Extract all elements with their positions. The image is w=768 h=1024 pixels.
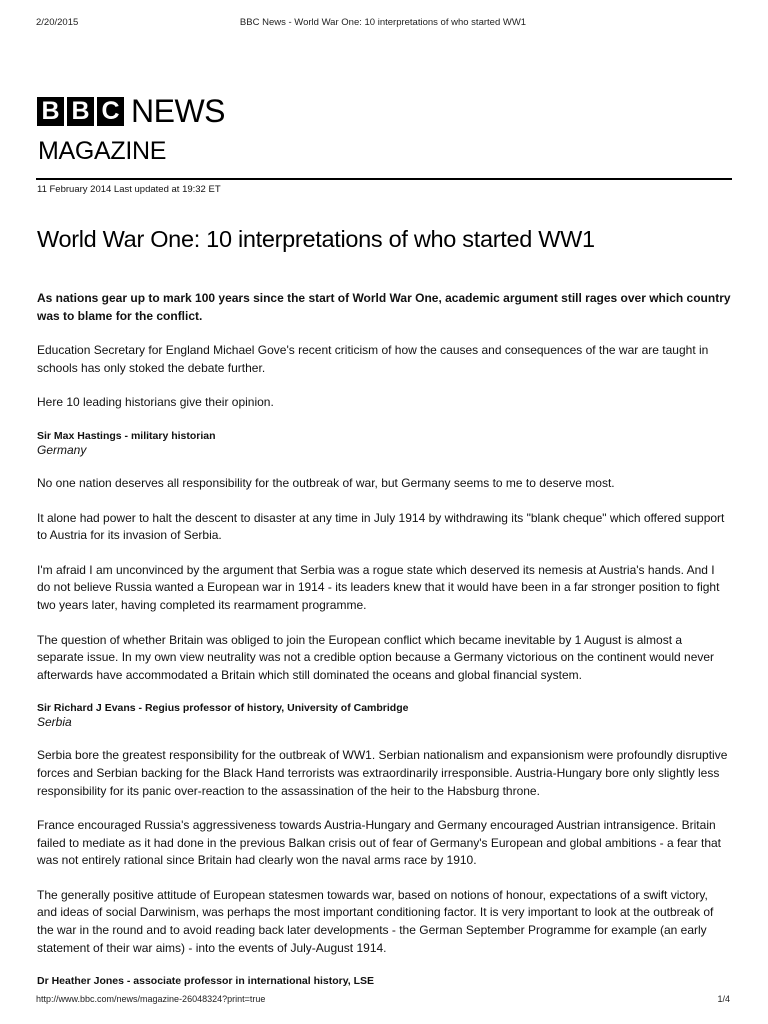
- print-url[interactable]: http://www.bbc.com/news/magazine-26048324?print=true: [36, 994, 266, 1004]
- historian-name: Sir Richard J Evans - Regius professor of history, University of Cambridge: [37, 702, 409, 715]
- historian-name: Dr Heather Jones - associate professor in international history, LSE: [37, 975, 375, 988]
- historian-verdict: Germany: [37, 442, 87, 457]
- article-body: [37, 290, 731, 988]
- article-paragraph: Education Secretary for England Michael Gove's recent criticism of how the causes and consequences of the war are taught in schools has only stoked the debate further.: [37, 343, 709, 375]
- print-footer: [36, 994, 730, 1006]
- bbc-logo-letter-3: C: [97, 97, 124, 126]
- bbc-news-logo[interactable]: [37, 93, 225, 129]
- header-divider: [36, 178, 732, 180]
- article-headline: World War One: 10 interpretations of who started WW1: [37, 226, 595, 252]
- article-intro: As nations gear up to mark 100 years since the start of World War One, academic argument still rages over which country was to blame for the conflict.: [37, 291, 731, 323]
- article-paragraph: France encouraged Russia's aggressiveness towards Austria-Hungary and Germany encouraged Austrian intransigence. Britain failed to mediate as it had done in the previous Balkan crisis out of fear of Germany's European and global ambitions - a fear that was not entirely rational since Britain had clearly won the naval arms race by 1910.: [37, 818, 722, 868]
- print-page-number: 1/4: [717, 994, 730, 1004]
- article-paragraph: Here 10 leading historians give their opinion.: [37, 395, 274, 410]
- bbc-logo-letter-2: B: [67, 97, 94, 126]
- article-paragraph: It alone had power to halt the descent to disaster at any time in July 1914 by withdrawing its "blank cheque" which offered support to Austria for its invasion of Serbia.: [37, 510, 725, 543]
- bbc-logo-letter-1: B: [37, 97, 64, 126]
- article-paragraph: I'm afraid I am unconvinced by the argument that Serbia was a rogue state which deserved its nemesis at Austria's hands. And I do not believe Russia wanted a European war in 1914 - its leaders knew that it would have been in a far stronger position to fight two years later, having completed its rearmament programme.: [37, 562, 720, 612]
- article-paragraph: Serbia bore the greatest responsibility for the outbreak of WW1. Serbian nationalism and expansionism were profoundly disruptive forces and Serbian backing for the Black Hand terrorists was extraordinarily irresponsible. Austria-Hungary bore only slightly less responsibility for its panic over-reaction to the assassination of the heir to the Habsburg throne.: [37, 748, 728, 798]
- historian-name: Sir Max Hastings - military historian: [37, 429, 216, 442]
- print-page-title: BBC News - World War One: 10 interpretations of who started WW1: [239, 17, 527, 28]
- print-date: 2/20/2015: [36, 17, 79, 28]
- article-paragraph: The question of whether Britain was obliged to join the European conflict which became inevitable by 1 August is almost a separate issue. In my own view neutrality was not a credible option because a Germany victorious on the continent would never afterwards have accommodated a Britain which still dominated the oceans and global financial system.: [37, 632, 715, 682]
- historian-verdict: Serbia: [37, 715, 72, 730]
- news-wordmark: NEWS: [131, 93, 225, 129]
- article-paragraph: The generally positive attitude of European statesmen towards war, based on notions of honour, expectations of a swift victory, and ideas of social Darwinism, was perhaps the most important conditioning factor. It is very important to look at the outbreak of the war in the round and to avoid reading back later developments - the German September Programme for example (an early statement of their war aims) - into the events of July-August 1914.: [37, 887, 714, 955]
- article-timestamp: 11 February 2014 Last updated at 19:32 ET: [37, 184, 221, 195]
- article-paragraph: No one nation deserves all responsibility for the outbreak of war, but Germany seems to me to deserve most.: [37, 475, 615, 490]
- print-header: [36, 17, 730, 29]
- section-name[interactable]: MAGAZINE: [38, 137, 167, 165]
